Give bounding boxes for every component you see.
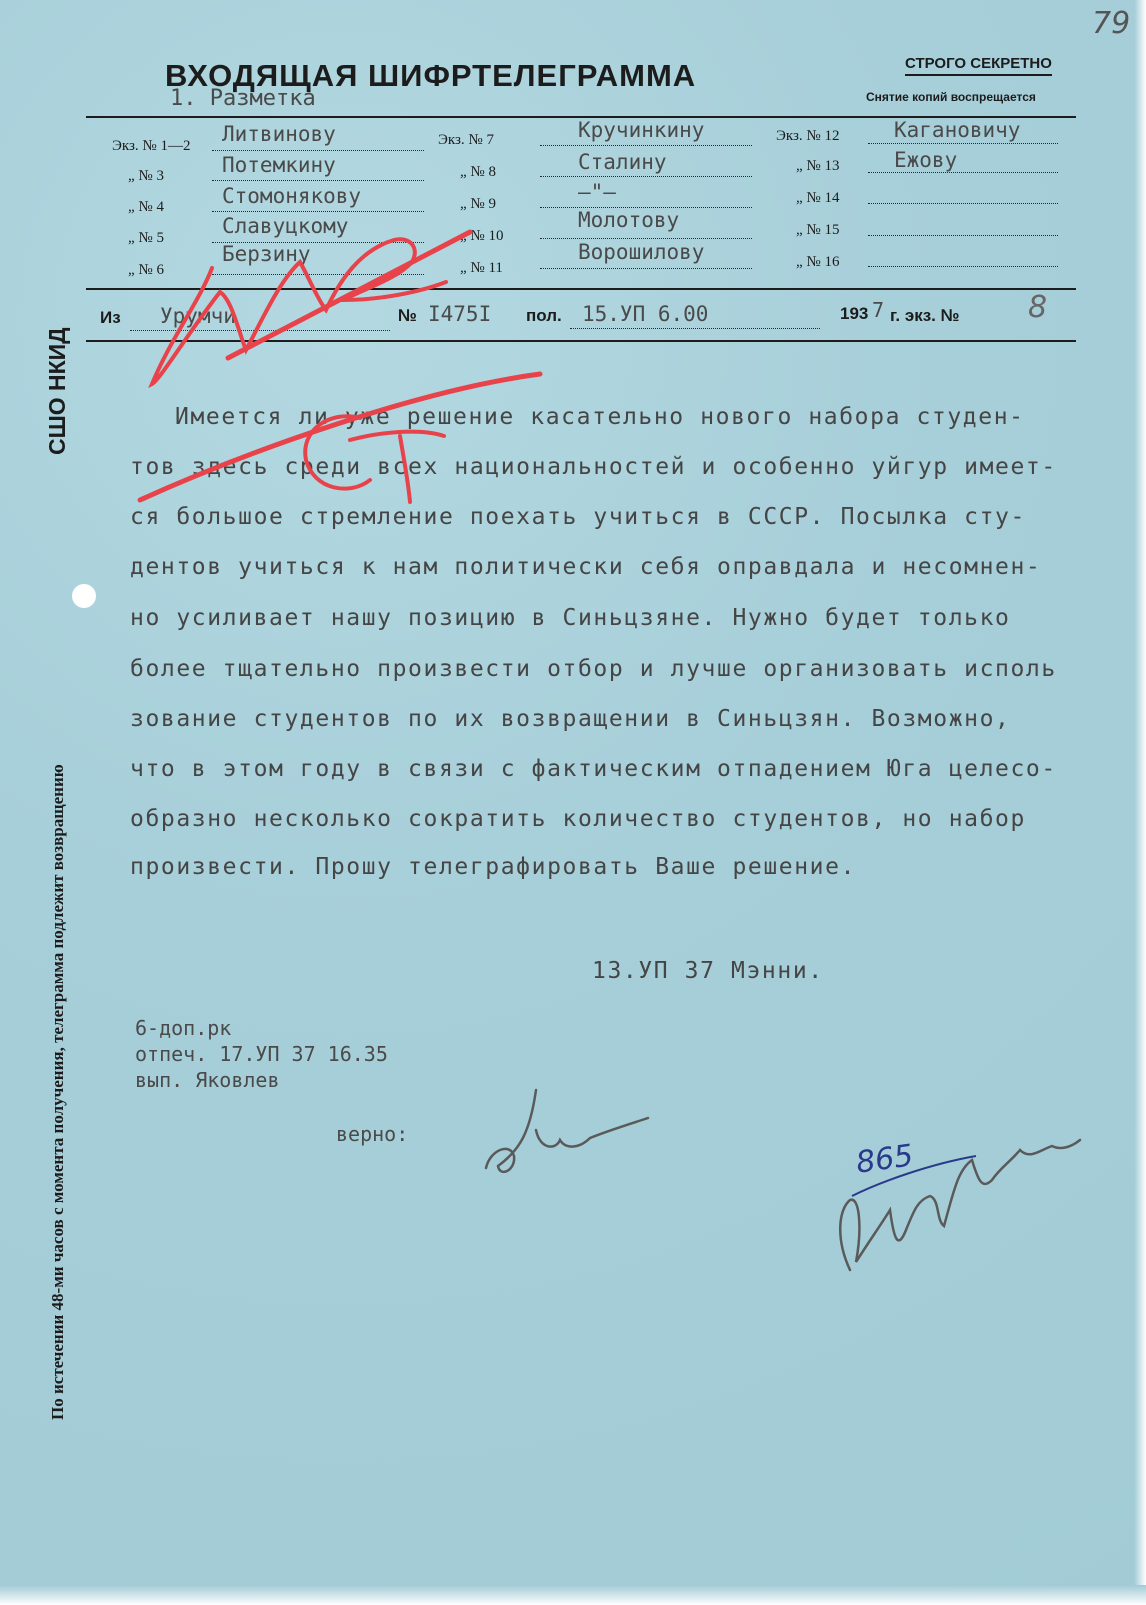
copy-label: „ № 5 [128,230,164,246]
copy-label: Экз. № 12 [776,128,840,144]
footer-line: отпеч. 17.УП 37 16.35 [135,1042,388,1066]
page-title: ВХОДЯЩАЯ ШИФРТЕЛЕГРАММА [165,58,697,93]
year-label: 193 [840,304,869,323]
recipient-name: —"— [578,180,616,204]
red-pencil-resolution [152,239,446,384]
copy-label: „ № 8 [460,164,496,180]
copy-label: „ № 3 [128,168,164,184]
origin-city: Урумчи [160,304,236,328]
recipient-name: Славуцкому [222,214,349,238]
distribution-note: 1. Разметка [170,86,316,111]
body-line: образно несколько сократить количество студентов, но набор [130,806,1026,832]
number-label: № [398,306,417,325]
copy-label: „ № 13 [796,158,840,174]
recipient-name: Стомонякову [222,184,362,208]
archive-number: 79 [1092,6,1131,41]
red-pencil-strike [140,374,540,500]
copy-label: „ № 15 [796,222,840,238]
copy-label: „ № 6 [128,262,164,278]
copy-label: „ № 10 [460,228,504,244]
copy-label: „ № 16 [796,254,840,270]
footer-line: 6-доп.рк [135,1016,232,1040]
footer-line: вып. Яковлев [135,1068,280,1092]
recipient-name: Берзину [222,242,311,266]
copy-number: 8 [1028,290,1048,325]
recipient-name: Молотову [578,208,680,232]
recipient-name: Литвинову [222,122,336,146]
body-line: что в этом году в связи с фактическим отпадением Юга целесо- [130,756,1057,782]
copy-label: Экз. № 1—2 [112,138,191,154]
verified-label: верно: [336,1122,409,1146]
year-digit: 7 [872,298,885,322]
body-line: произвести. Прошу телеграфировать Ваше решение. [130,854,857,880]
copy-label: „ № 11 [460,260,503,276]
body-line: ся большое стремление поехать учиться в СССР. Посылка сту- [130,504,1026,530]
sender-signature: 13.УП 37 Мэнни. [592,958,824,984]
red-pencil-strike [228,232,470,358]
received-time: 15.УП 6.00 [582,302,709,326]
return-notice: По истечении 48-ми часов с момента получения, телеграмма подлежит возвращению [48,764,67,1420]
from-label: Из [100,308,121,327]
recipient-name: Сталину [578,150,667,174]
body-line: Имеется ли уже решение касательно нового набора студен- [175,404,1025,430]
verifier-signature [486,1090,648,1172]
recipient-name: Ворошилову [578,240,705,264]
recipient-name: Кагановичу [894,118,1021,142]
classification-stamp: СТРОГО СЕКРЕТНО [905,55,1052,76]
copy-label: „ № 4 [128,199,164,215]
body-line: зование студентов по их возвращении в Синьцзян. Возможно, [130,706,1011,732]
copy-label: „ № 14 [796,190,840,206]
copy-label: „ № 9 [460,196,496,212]
body-line: но усиливает нашу позицию в Синьцзяне. Нужно будет только [130,605,1011,631]
copy-number-label: г. экз. № [890,306,960,325]
received-label: пол. [526,306,562,325]
recipient-name: Ежову [894,148,958,172]
recipient-name: Потемкину [222,153,336,177]
copy-notice: Снятие копий воспрещается [866,90,1036,104]
body-line: дентов учиться к нам политически себя оправдала и несомнен- [130,554,1042,580]
body-line: более тщательно произвести отбор и лучше организовать исполь [130,656,1057,682]
registration-number: 865 [853,1138,916,1181]
department-stamp: СШО НКИД [44,327,70,455]
telegram-number: I475I [428,302,492,326]
recipient-name: Кручинкину [578,118,705,142]
blue-underline [852,1156,976,1196]
copy-label: Экз. № 7 [438,132,494,148]
body-line: тов здесь среди всех национальностей и особенно уйгур имеет- [130,454,1057,480]
